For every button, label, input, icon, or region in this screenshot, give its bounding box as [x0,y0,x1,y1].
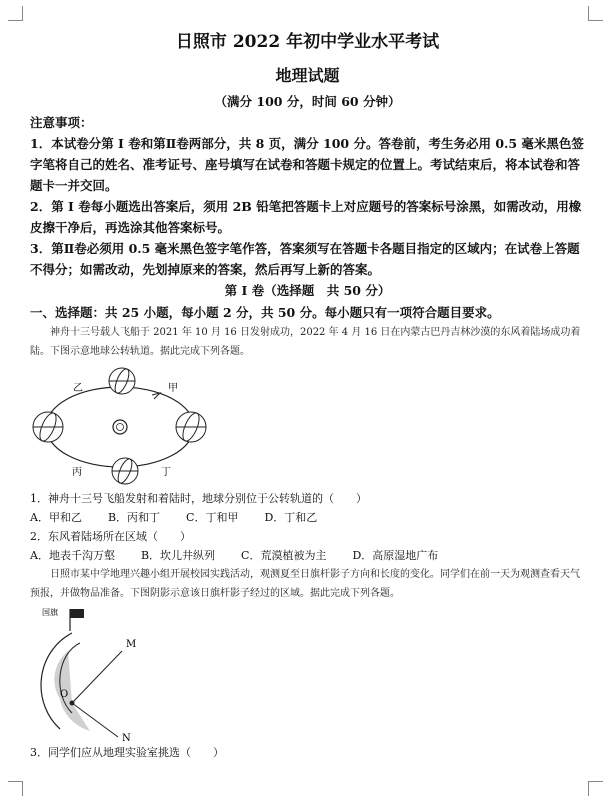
notice-heading: 注意事项： [30,115,93,130]
shadow-area-lower [60,699,90,731]
score-note: （满分 100 分，时间 60 分钟） [214,94,401,109]
earth-orbit-diagram [30,361,585,489]
passage-1: 神舟十三号载人飞船于 2021 年 10 月 16 日发射成功，2022 年 4 月 16 日在内蒙古巴丹吉林沙漠的东风着陆场成功着陆。下图示意地球公转轨道。据此完成下列各题。 [30,327,581,357]
point-label-o: O [60,689,69,700]
flagpole-shadow-figure [30,603,585,743]
point-label-m: M [126,639,137,650]
q1-option-c[interactable]: C．丁和甲 [186,511,239,524]
section-1-instruction: 一、选择题：共 25 小题，每小题 2 分，共 50 分。每小题只有一项符合题目要求。 [30,305,500,320]
orbit-label-jia: 甲 [168,383,178,394]
passage-2: 日照市某中学地理兴趣小组开展校园实践活动，观测夏至日旗杆影子方向和长度的变化。同学们在前一天为观测查看天气预报，并做物品准备。下图阴影示意该日旗杆影子经过的区域。据此完成下列各题。 [30,569,580,599]
q1-option-b[interactable]: B．丙和丁 [107,511,161,524]
point-label-n: N [122,733,131,743]
exam-page [30,30,585,762]
notice-item-3: 3．第Ⅱ卷必须用 0.5 毫米黑色签字笔作答，答案须写在答题卡各题目指定的区域内；在试卷上答题不得分；如需改动，先划掉原来的答案，然后再写上新的答案。 [30,241,580,277]
flag-icon [70,609,84,631]
sun-icon [113,420,127,434]
earth-globe-right [176,411,206,443]
question-2-stem: 2．东风着陆场所在区域（ ） [30,530,191,543]
orbit-label-ding: 丁 [161,467,171,478]
exam-subtitle: 地理试题 [275,66,340,85]
question-2-options [30,546,585,565]
notice-item-2: 2．第 I 卷每小题选出答案后，须用 2B 铅笔把答题卡上对应题号的答案标号涂黑，如需改动，用橡皮擦干净后，再选涂其他答案标号。 [30,199,582,235]
question-1-options [30,508,585,527]
flag-label: 国旗 [42,608,58,617]
notice-item-1: 1．本试卷分第 I 卷和第Ⅱ卷两部分，共 8 页，满分 100 分。答卷前，考生务必用 0.5 毫米黑色签字笔将自己的姓名、准考证号、座号填写在试卷和答题卡规定的位置上。考试结束后，将本试卷和答题卡一并交回。 [30,136,584,193]
q2-option-b[interactable]: B．坎儿井纵列 [140,549,216,562]
crop-mark-top-left [8,6,23,21]
q2-option-a[interactable]: A．地表千沟万壑 [30,549,115,562]
q1-option-a[interactable]: A．甲和乙 [30,511,82,524]
question-1-stem: 1．神舟十三号飞船发射和着陆时，地球分别位于公转轨道的（ ） [30,492,367,505]
crop-mark-bottom-right [588,781,603,796]
exam-title: 日照市 2022 年初中学业水平考试 [175,32,440,52]
flagpole-shadow-diagram [30,603,585,743]
orbit-label-bing: 丙 [72,467,82,478]
line-o-m [72,651,122,703]
crop-mark-top-right [588,6,603,21]
question-3-stem: 3．同学们应从地理实验室挑选（ ） [30,746,224,759]
earth-globe-top [109,367,135,395]
earth-orbit-figure [30,361,585,489]
q1-option-d[interactable]: D．丁和乙 [264,511,318,524]
earth-globe-bottom [112,457,138,485]
q2-option-c[interactable]: C．荒漠植被为主 [241,549,327,562]
crop-mark-bottom-left [8,781,23,796]
q2-option-d[interactable]: D．高原湿地广布 [352,549,439,562]
section-1-title: 第 I 卷（选择题 共 50 分） [224,283,391,298]
earth-globe-left [33,411,63,443]
orbit-label-yi: 乙 [73,383,83,394]
